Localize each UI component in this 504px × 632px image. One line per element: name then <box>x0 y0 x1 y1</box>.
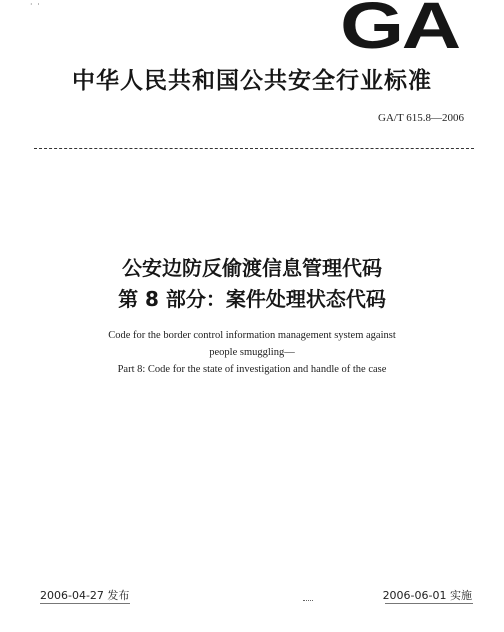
title-cn-line2: 第 8 部分：案件处理状态代码 <box>118 287 386 311</box>
dotted-mark <box>303 600 313 601</box>
issue-date: 2006-04-27 发布 <box>40 589 130 602</box>
corner-mark: · · <box>30 0 41 9</box>
divider-line <box>34 148 474 149</box>
title-en-line3: Part 8: Code for the state of investigation and handle of the case <box>117 364 387 375</box>
title-en-line1: Code for the border control information management system against <box>108 330 396 341</box>
organization-title: 中华人民共和国公共安全行业标准 <box>72 68 432 94</box>
implementation-date-underline <box>385 603 473 604</box>
title-en <box>20 327 484 378</box>
standard-number: GA/T 615.8—2006 <box>378 112 464 124</box>
title-cn-line1: 公安边防反偷渡信息管理代码 <box>122 256 382 280</box>
implementation-date: 2006-06-01 实施 <box>382 589 472 602</box>
issue-date-underline <box>40 603 130 604</box>
ga-logo: GA <box>340 0 459 62</box>
title-en-line2: people smuggling— <box>209 347 295 358</box>
